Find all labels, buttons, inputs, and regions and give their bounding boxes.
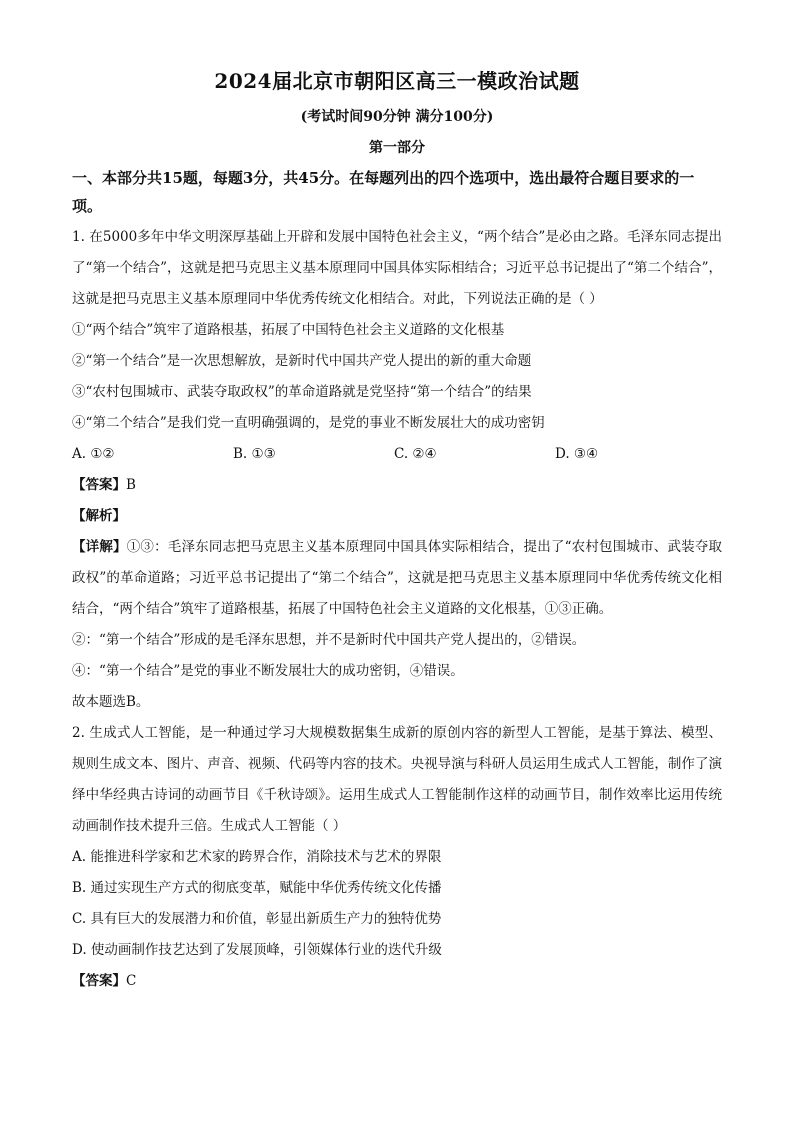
part-heading: 第一部分 — [369, 140, 425, 156]
question-2-answer — [72, 966, 722, 997]
question-2-option-c: C. 具有巨大的发展潜力和价值，彰显出新质生产力的独特优势 — [72, 911, 442, 927]
question-1-item-2: ②“第一个结合”是一次思想解放，是新时代中国共产党人提出的新的重大命题 — [72, 353, 532, 369]
question-1-answer — [72, 470, 722, 501]
question-1-analysis — [72, 501, 722, 532]
question-1-conclusion: 故本题选B。 — [72, 694, 150, 710]
analysis-tag: 【解析】 — [72, 508, 126, 524]
question-2-stem: 2. 生成式人工智能，是一种通过学习大规模数据集生成新的原创内容的新型人工智能，是基于算法、模型、规则生成文本、图片、声音、视频、代码等内容的技术。央视导演与科研人员运用生成式人工智能，制作了演绎中华经典古诗词的动画节目《千秋诗颂》。运用生成式人工智能制作这样的动画节目，制作效率比运用传统动画制作技术提升三倍。生成式人工智能（ ） — [72, 725, 722, 834]
question-1-option-d: D. ③④ — [555, 446, 599, 462]
question-2-option-d: D. 使动画制作技艺达到了发展顶峰，引领媒体行业的迭代升级 — [72, 942, 442, 958]
question-1-detail-3: ④：“第一个结合”是党的事业不断发展壮大的成功密钥，④错误。 — [72, 663, 464, 679]
question-1-option-a: A. ①② — [72, 446, 115, 462]
section-heading: 一、本部分共15题，每题3分，共45分。在每题列出的四个选项中，选出最符合题目要求的一项。 — [72, 169, 695, 215]
question-1-option-b: B. ①③ — [233, 446, 276, 462]
answer-value: C — [126, 973, 137, 989]
question-1-detail-2: ②：“第一个结合”形成的是毛泽东思想，并不是新时代中国共产党人提出的，②错误。 — [72, 632, 586, 648]
question-2-option-b: B. 通过实现生产方式的彻底变革，赋能中华优秀传统文化传播 — [72, 880, 442, 896]
question-1-options — [72, 439, 722, 470]
question-1-item-4: ④“第二个结合”是我们党一直明确强调的，是党的事业不断发展壮大的成功密钥 — [72, 415, 545, 431]
question-1-item-1: ①“两个结合”筑牢了道路根基，拓展了中国特色社会主义道路的文化根基 — [72, 322, 505, 338]
question-1-item-3: ③“农村包围城市、武装夺取政权”的革命道路就是党坚持“第一个结合”的结果 — [72, 384, 532, 400]
exam-subtitle: (考试时间90分钟 满分100分) — [300, 109, 494, 125]
answer-tag: 【答案】 — [72, 973, 126, 989]
question-1-option-c: C. ②④ — [394, 446, 437, 462]
answer-tag: 【答案】 — [72, 477, 126, 493]
question-1-stem: 1. 在5000多年中华文明深厚基础上开辟和发展中国特色社会主义，“两个结合”是必由之路。毛泽东同志提出了“第一个结合”，这就是把马克思主义基本原理同中国具体实际相结合；习近平总书记提出了“第二个结合”，这就是把马克思主义基本原理同中华优秀传统文化相结合。对此，下列说法正确的是（ ） — [72, 229, 722, 307]
answer-value: B — [126, 477, 136, 493]
question-2-option-a: A. 能推进科学家和艺术家的跨界合作，消除技术与艺术的界限 — [72, 849, 442, 865]
exam-title: 2024届北京市朝阳区高三一模政治试题 — [214, 69, 580, 93]
question-1-detail-1 — [72, 532, 722, 625]
detail-text: ①③：毛泽东同志把马克思主义基本原理同中国具体实际相结合，提出了“农村包围城市、武装夺取政权”的革命道路；习近平总书记提出了“第二个结合”，这就是把马克思主义基本原理同中华优秀传统文化相结合，“两个结合”筑牢了道路根基，拓展了中国特色社会主义道路的文化根基，①③正确。 — [72, 539, 722, 617]
detail-tag: 【详解】 — [72, 539, 127, 555]
